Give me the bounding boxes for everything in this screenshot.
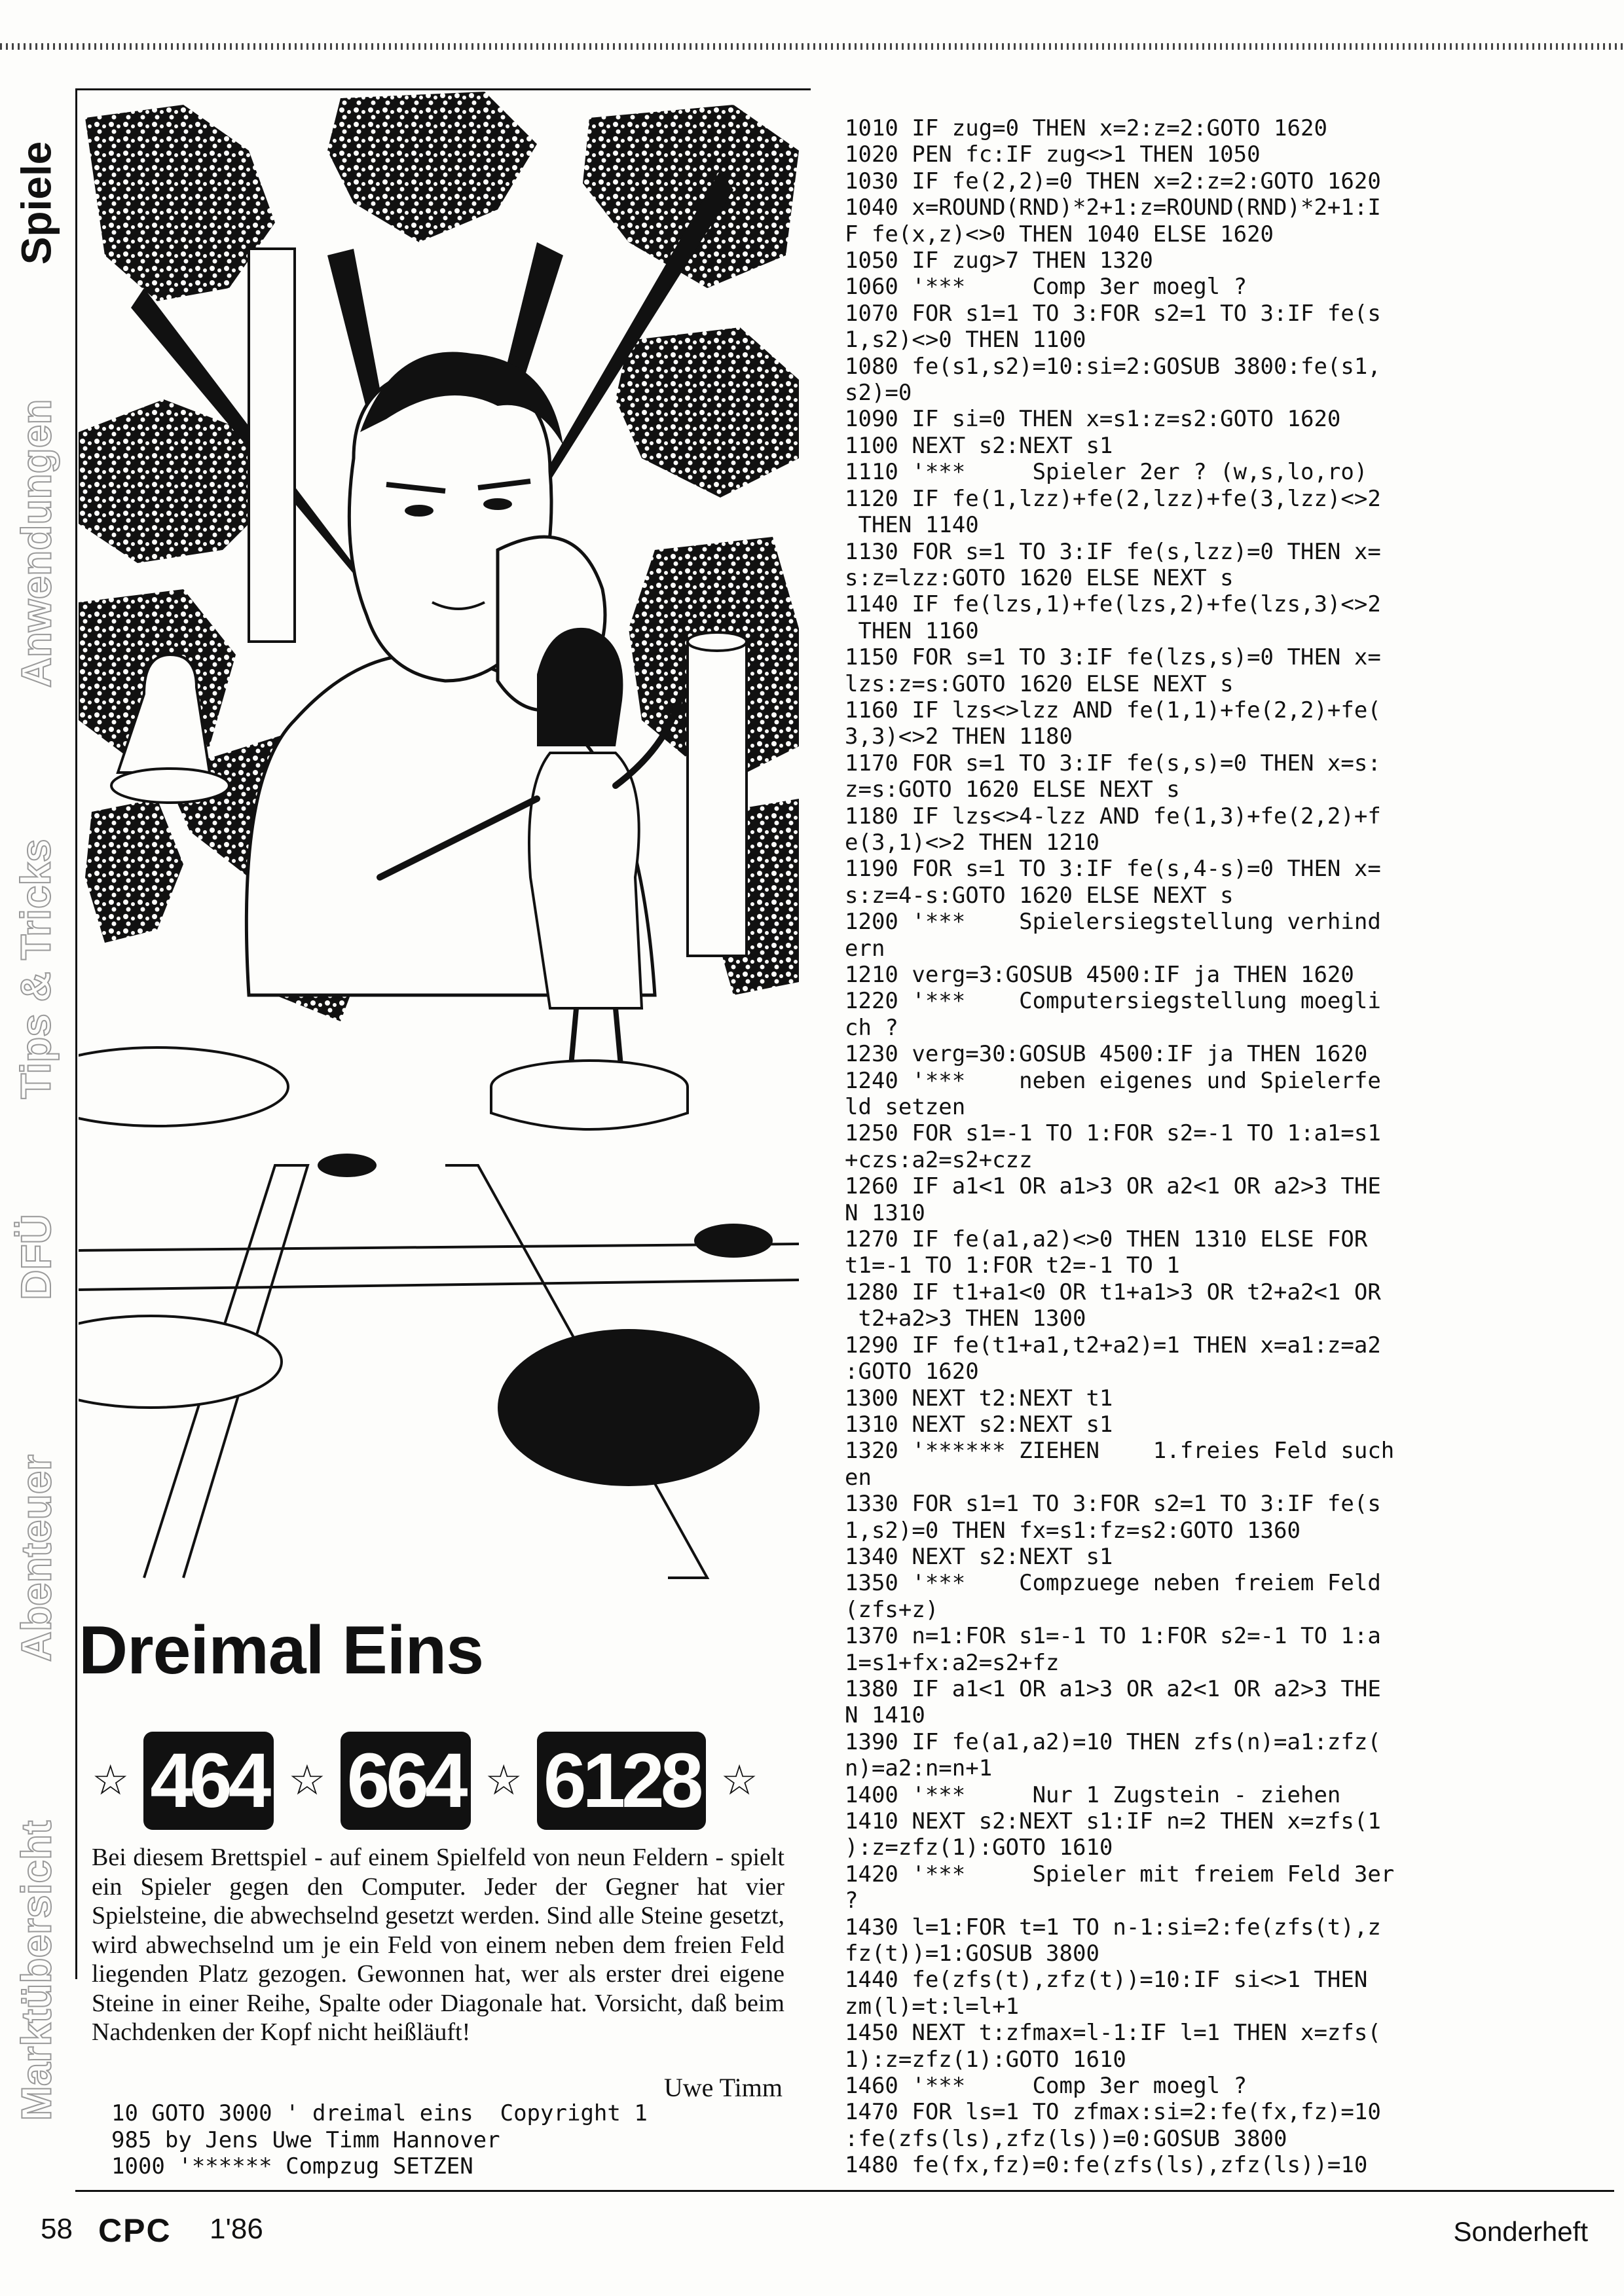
tab-dfue[interactable]: DFÜ	[12, 1214, 60, 1300]
basic-listing: 1010 IF zug=0 THEN x=2:z=2:GOTO 1620 1020 PEN fc:IF zug<>1 THEN 1050 1030 IF fe(2,2)=0 THEN x=2:z=2:GOTO 1620 1040 x=ROUND(RND)*2+1:z=ROUND(RND)*2+1:I F fe(x,z)<>0 THEN 1040 ELSE 1620 1050 IF zug>7 THEN 1320 1060 '*** Comp 3er moegl ? 1070 FOR s1=1 TO 3:FOR s2=1 TO 3:IF fe(s 1,s2)<>0 THEN 1100 1080 fe(s1,s2)=10:si=2:GOSUB 3800:fe(s1, s2)=0 1090 IF si=0 THEN x=s1:z=s2:GOTO 1620 1100 NEXT s2:NEXT s1 1110 '*** Spieler 2er ? (w,s,lo,ro) 1120 IF fe(1,lzz)+fe(2,lzz)+fe(3,lzz)<>2 THEN 1140 1130 FOR s=1 TO 3:IF fe(s,lzz)=0 THEN x= s:z=lzz:GOTO 1620 ELSE NEXT s 1140 IF fe(lzs,1)+fe(lzs,2)+fe(lzs,3)<>2 THEN 1160 1150 FOR s=1 TO 3:IF fe(lzs,s)=0 THEN x= lzs:z=s:GOTO 1620 ELSE NEXT s 1160 IF lzs<>lzz AND fe(1,1)+fe(2,2)+fe( 3,3)<>2 THEN 1180 1170 FOR s=1 TO 3:IF fe(s,s)=0 THEN x=s: z=s:GOTO 1620 ELSE NEXT s 1180 IF lzs<>4-lzz AND fe(1,3)+fe(2,2)+f e(3,1)<>2 THEN 1210 1190 FOR s=1 TO 3:IF fe(s,4-s)=0 THEN x= s:z=4-s:GOTO 1620 ELSE NEXT s 1200 '*** Spielersiegstellung verhind ern 1210 verg=3:GOSUB 4500:IF ja THEN 1620 1220 '*** Computersiegstellung moegli ch ? 1230 verg=30:GOSUB 4500:IF ja THEN 1620 1240 '*** neben eigenes und Spielerfe ld setzen 1250 FOR s1=-1 TO 1:FOR s2=-1 TO 1:a1=s1 +czs:a2=s2+czz 1260 IF a1<1 OR a1>3 OR a2<1 OR a2>3 THE N 1310 1270 IF fe(a1,a2)<>0 THEN 1310 ELSE FOR t1=-1 TO 1:FOR t2=-1 TO 1 1280 IF t1+a1<0 OR t1+a1>3 OR t2+a2<1 OR t2+a2>3 THEN 1300 1290 IF fe(t1+a1,t2+a2)=1 THEN x=a1:z=a2 :GOTO 1620 1300 NEXT t2:NEXT t1 1310 NEXT s2:NEXT s1 1320 '****** ZIEHEN 1.freies Feld such en 1330 FOR s1=1 TO 3:FOR s2=1 TO 3:IF fe(s 1,s2)=0 THEN fx=s1:fz=s2:GOTO 1360 1340 NEXT s2:NEXT s1 1350 '*** Compzuege neben freiem Feld (zfs+z) 1370 n=1:FOR s1=-1 TO 1:FOR s2=-1 TO 1:a 1=s1+fx:a2=s2+fz 1380 IF a1<1 OR a1>3 OR a2<1 OR a2>3 THE N 1410 1390 IF fe(a1,a2)=10 THEN zfs(n)=a1:zfz( n)=a2:n=n+1 1400 '*** Nur 1 Zugstein - ziehen 1410 NEXT s2:NEXT s1:IF n=2 THEN x=zfs(1 ):z=zfz(1):GOTO 1610 1420 '*** Spieler mit freiem Feld 3er ? 1430 l=1:FOR t=1 TO n-1:si=2:fe(zfs(t),z fz(t))=1:GOSUB 3800 1440 fe(zfs(t),zfz(t))=10:IF si<>1 THEN zm(l)=t:l=l+1 1450 NEXT t:zfmax=l-1:IF l=1 THEN x=zfs( 1):z=zfz(1):GOTO 1610 1460 '*** Comp 3er moegl ? 1470 FOR ls=1 TO zfmax:si=2:fe(fx,fz)=10 :fe(zfs(ls),zfz(ls))=0:GOSUB 3800 1480 fe(fx,fz)=0:fe(zfs(ls),zfz(ls))=10	[845, 115, 1395, 2179]
star-icon: ☆	[720, 1757, 758, 1804]
article-author: Uwe Timm	[663, 2073, 783, 2102]
section-tab-strip	[0, 92, 72, 2174]
tab-tips-tricks[interactable]: Tips & Tricks	[12, 839, 60, 1099]
machine-badge-664: 664	[341, 1732, 471, 1830]
tab-abenteuer[interactable]: Abenteuer	[12, 1454, 60, 1662]
article-title: Dreimal Eins	[79, 1613, 484, 1688]
footer-rule	[75, 2190, 1614, 2192]
issue-number: 1'86	[210, 2213, 263, 2245]
machine-badges	[92, 1728, 799, 1833]
article-illustration	[79, 92, 805, 1591]
machine-badge-464: 464	[143, 1732, 274, 1830]
star-icon: ☆	[92, 1757, 130, 1804]
article-intro: Bei diesem Brettspiel - auf einem Spielfeld von neun Feldern - spielt ein Spieler gegen den Computer. Jeder der Gegner hat vier Spielsteine, die abwechselnd gesetzt werden. Sind alle Steine gesetzt, wird abwechselnd um je ein Feld von einem neben dem freien Feld liegenden Platz gezogen. Gewonnen hat, wer als erster drei eigene Steine in einer Reihe, Spalte oder Diagonale hat. Vorsicht, daß beim Nachdenken der Kopf nicht heißläuft!	[92, 1844, 784, 2046]
section-label: Sonderheft	[1453, 2216, 1588, 2247]
tab-marktuebersicht[interactable]: Marktübersicht	[12, 1820, 60, 2121]
star-icon: ☆	[485, 1757, 523, 1804]
tab-anwendungen[interactable]: Anwendungen	[12, 399, 60, 688]
magazine-logo: CPC	[98, 2212, 172, 2249]
tab-spiele[interactable]: Spiele	[12, 141, 60, 265]
machine-badge-6128: 6128	[537, 1732, 707, 1830]
page-number: 58	[41, 2213, 73, 2245]
top-perforation	[0, 43, 1624, 50]
star-icon: ☆	[288, 1757, 326, 1804]
listing-start: 10 GOTO 3000 ' dreimal eins Copyright 1 985 by Jens Uwe Timm Hannover 1000 '****** Compzug SETZEN	[111, 2100, 648, 2179]
